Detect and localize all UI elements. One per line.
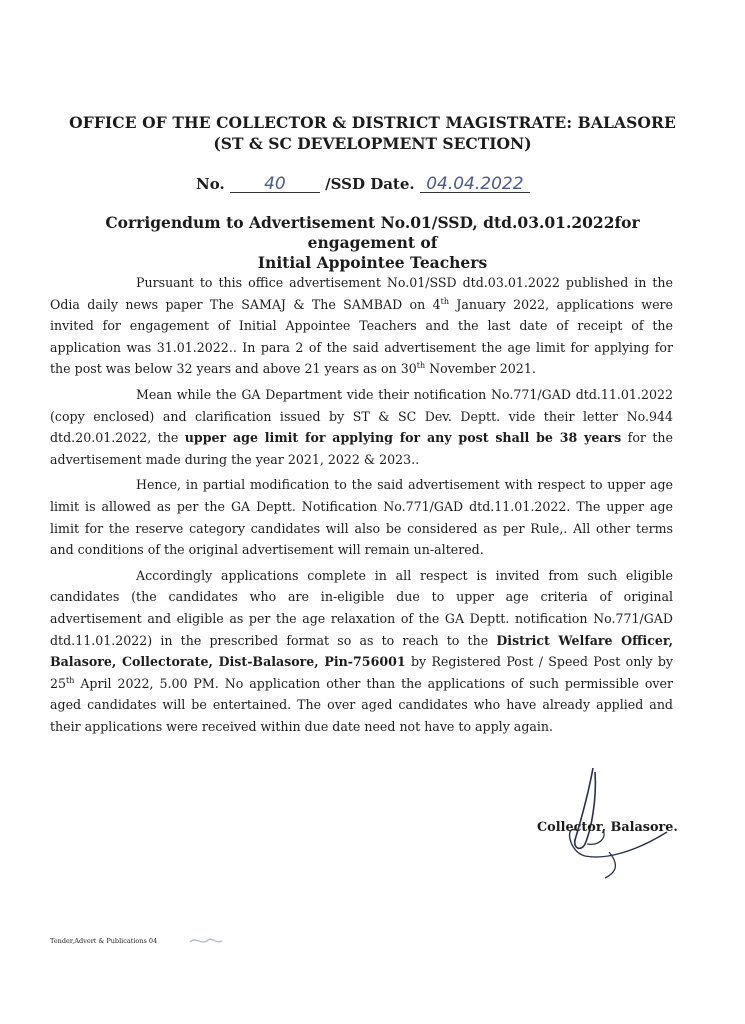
reference-line: [196, 175, 530, 193]
ordinal-suffix: th: [66, 675, 75, 685]
paragraph-1-text-a: Pursuant to this office advertisement No.01/SSD dtd.03.01.2022 published in the Odia daily news paper The SAMAJ & The SAMBAD on 4: [50, 275, 673, 312]
paragraph-3: Hence, in partial modification to the said advertisement with respect to upper age limit is allowed as per the GA Deptt. Notification No.771/GAD dtd.11.01.2022. The upper age limit for the reserve category candidates will also be considered as per Rule,. All other terms and conditions of the original advertisement will remain un-altered.: [50, 477, 673, 558]
paragraph-4: [50, 565, 673, 738]
letter-body: [50, 272, 673, 741]
reference-no-label: No.: [196, 175, 225, 193]
reference-no-value: 40: [230, 176, 320, 193]
paragraph-4-text-a: Accordingly applications complete in all respect is invited from such eligible candidates (the candidates who are in-eligible due to upper age criteria of original advertisement and eligible as per the age relaxation of the GA Deptt. notification No.771/GAD dtd.11.01.2022) in the prescribed format so as to reach to the: [50, 567, 673, 648]
paragraph-2-text-b: for the advertisement made during the year 2021, 2022 & 2023..: [50, 430, 673, 467]
paragraph-1-text-c: November 2021.: [425, 361, 536, 377]
ordinal-suffix: th: [440, 296, 449, 306]
paragraph-2-emphasis: upper age limit for applying for any post shall be 38 years: [184, 430, 622, 446]
ordinal-suffix: th: [416, 361, 426, 371]
faint-ink-mark: [188, 934, 228, 948]
reference-date-value: 04.04.2022: [420, 176, 530, 193]
subject-heading: [50, 213, 695, 273]
paragraph-2-text-a: Mean while the GA Department vide their notification No.771/GAD dtd.11.01.2022 (copy enclosed) and clarification issued by ST & SC Dev. Deptt. vide their letter No.944 dtd.20.01.2022, the: [50, 386, 673, 446]
paragraph-1-text-b: January 2022, applications were invited for engagement of Initial Appointee Teachers and the last date of receipt of the application was 31.01.2022.. In para 2 of the said advertisement the age limit for applying for the post was below 32 years and above 21 years as on 30: [50, 296, 674, 377]
subject-line-2: Initial Appointee Teachers: [257, 253, 488, 272]
paragraph-1: [50, 272, 673, 380]
paragraph-4-address: District Welfare Officer, Balasore, Collectorate, Dist-Balasore, Pin-756001: [50, 632, 673, 670]
paragraph-4-text-b: by Registered Post / Speed Post only by 25: [50, 654, 673, 691]
paragraph-4-text-c: April 2022, 5.00 PM. No application other than the applications of such permissible over aged candidates will be entertained. The over aged candidates who have already applied and their applications were received within due date need not have to apply again.: [50, 675, 673, 734]
office-heading: OFFICE OF THE COLLECTOR & DISTRICT MAGISTRATE: BALASORE: [69, 113, 676, 132]
section-heading: (ST & SC DEVELOPMENT SECTION): [213, 134, 532, 153]
footer-reference: Tender,Advert & Publications 04: [50, 937, 158, 945]
reference-date-label: /SSD Date.: [325, 175, 415, 193]
signatory-designation: Collector, Balasore.: [537, 820, 678, 835]
paragraph-2: [50, 384, 673, 470]
subject-line-1: Corrigendum to Advertisement No.01/SSD, dtd.03.01.2022for engagement of: [105, 213, 640, 252]
